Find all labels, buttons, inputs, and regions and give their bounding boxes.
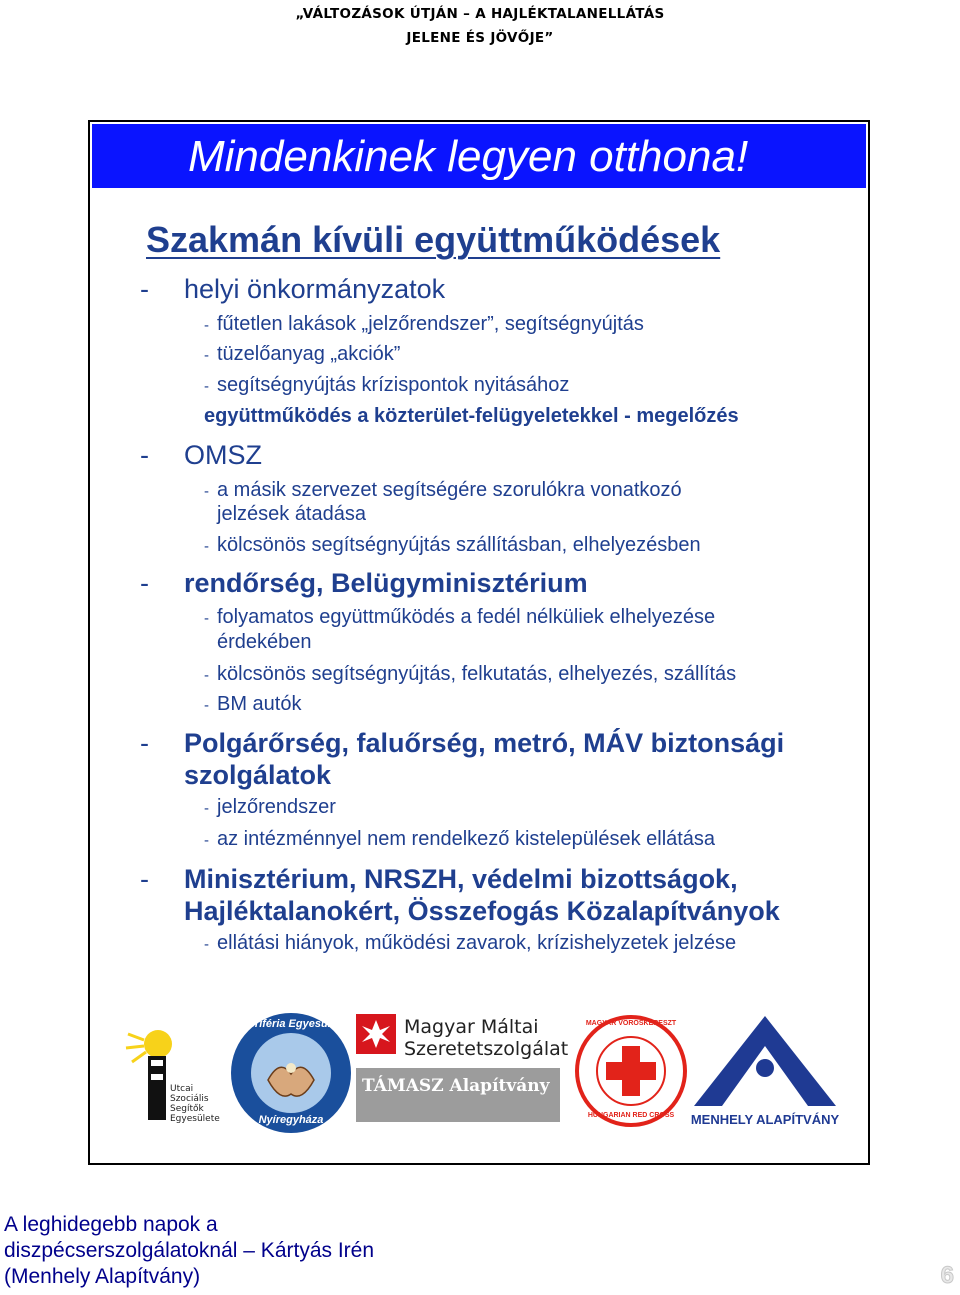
- sub-item: - kölcsönös segítségnyújtás szállításban, elhelyezésben: [204, 534, 701, 556]
- slide: Mindenkinek legyen otthona! Szakmán kívüli együttműködések - helyi önkormányzatok - fűtetlen lakások „jelzőrendszer”, segítségnyújtás - tüzelőanyag „akciók” - segítségnyújtás krízispontok nyitásához együttműködés a közterület-felügyeletekkel - megelőzés - OMSZ - a másik szervezet segítségére szorulókra vonatkozó jelzések átadása - kölcsönös segítségnyújtás szállításban, elhelyezésben - rendőrség, Belügyminisztérium - folyamatos együttműködés a fedél nélküliek elhelyezése érdekében - kölcsönös segítségnyújtás, felkutatás, elhelyezés, szállítás - BM autók - Polgárőrség, faluőrség, metró, MÁV biztonsági szolgálatok - jelzőrendszer - az intézménnyel nem rendelkező kistelepülések ellátása - Minisztérium, NRSZH, védelmi bizottságok, Hajléktalanokért, Összefogás Közalapítványok - ellátási hiányok, működési zavarok, krízishelyzetek jelzése Utcai Szociális Segítők Egyesülete Periféria Egyesület Nyíregyháza Magyar Máltai Szeretetszolgálat TÁMASZ Alapítvány MAGYAR VÖRÖSKERESZT HUNGARIAN RED CROSS MENHELY ALAPÍTVÁNY: [88, 120, 870, 1165]
- maltai-line-1: Magyar Máltai: [404, 1016, 539, 1038]
- partner-logos: [118, 1010, 848, 1140]
- list-item-label: rendőrség, Belügyminisztérium: [184, 568, 588, 598]
- list-item-label: Minisztérium, NRSZH, védelmi bizottságok,: [184, 864, 738, 894]
- utcai-text-4: Egyesülete: [170, 1114, 220, 1124]
- footer-line-1: A leghidegebb napok a: [4, 1213, 218, 1236]
- sub-item: - az intézménnyel nem rendelkező kistelepülések ellátása: [204, 828, 716, 850]
- sub-item: - ellátási hiányok, működési zavarok, krízishelyzetek jelzése: [204, 932, 737, 954]
- footer-caption: [4, 1212, 374, 1290]
- sub-item-note: együttműködés a közterület-felügyeletekkel - megelőzés: [204, 405, 739, 427]
- sub-item: - a másik szervezet segítségére szorulókra vonatkozó: [204, 479, 682, 501]
- utcai-text-2: Szociális: [170, 1094, 209, 1104]
- slide-title: Mindenkinek legyen otthona!: [188, 132, 749, 181]
- menhely-logo: [690, 1012, 840, 1132]
- list-item-label: Polgárőrség, faluőrség, metró, MÁV biztonsági: [184, 728, 785, 758]
- sub-item: - jelzőrendszer: [204, 796, 336, 818]
- sub-item: - folyamatos együttműködés a fedél nélküliek elhelyezése: [204, 606, 716, 628]
- footer-line-3: (Menhely Alapítvány): [4, 1265, 201, 1288]
- sub-item-continuation: jelzések átadása: [217, 503, 366, 525]
- periferia-name: Periféria Egyesület: [241, 1018, 341, 1030]
- sub-item: - BM autók: [204, 693, 302, 715]
- list-item-label: helyi önkormányzatok: [184, 274, 446, 304]
- title-bar: [92, 124, 866, 188]
- list-item-label: OMSZ: [184, 440, 262, 470]
- sub-item: - tüzelőanyag „akciók”: [204, 343, 401, 365]
- tamasz-text: TÁMASZ Alapítvány: [362, 1076, 550, 1096]
- periferia-city: Nyíregyháza: [258, 1114, 324, 1126]
- header-line-1: „VÁLTOZÁSOK ÚTJÁN – A HAJLÉKTALANELLÁTÁS: [295, 6, 665, 22]
- triangle-house-icon: [690, 1012, 840, 1108]
- red-cross-bottom-text: HUNGARIAN RED CROSS: [587, 1112, 675, 1119]
- utcai-text-3: Segítők: [170, 1104, 204, 1114]
- utcai-text-1: Utcai: [170, 1084, 194, 1094]
- sub-item-continuation: érdekében: [217, 631, 312, 653]
- utcai-szocialis-logo: [124, 1020, 220, 1130]
- sub-item: - fűtetlen lakások „jelzőrendszer”, segítségnyújtás: [204, 313, 644, 335]
- tamasz-banner: [356, 1068, 560, 1122]
- section-heading: Szakmán kívüli együttműködések: [146, 219, 721, 260]
- red-cross-logo: [574, 1014, 688, 1128]
- maltese-cross-icon: [356, 1014, 396, 1054]
- maltai-tamasz-logo: [350, 1012, 569, 1132]
- sub-item: - segítségnyújtás krízispontok nyitásához: [204, 374, 570, 396]
- document-header: [0, 2, 960, 50]
- periferia-logo: [228, 1010, 354, 1136]
- red-cross-top-text: MAGYAR VÖRÖSKERESZT: [585, 1020, 677, 1027]
- footer-line-2: diszpécserszolgálatoknál – Kártyás Irén: [4, 1239, 375, 1262]
- page-number: 6: [940, 1262, 954, 1289]
- bullet-dash: -: [140, 274, 149, 304]
- menhely-text: MENHELY ALAPÍTVÁNY: [690, 1112, 840, 1127]
- sub-item: - kölcsönös segítségnyújtás, felkutatás, elhelyezés, szállítás: [204, 663, 737, 685]
- maltai-line-2: Szeretetszolgálat: [404, 1038, 569, 1060]
- header-line-2: JELENE ÉS JÖVŐJE”: [406, 30, 554, 46]
